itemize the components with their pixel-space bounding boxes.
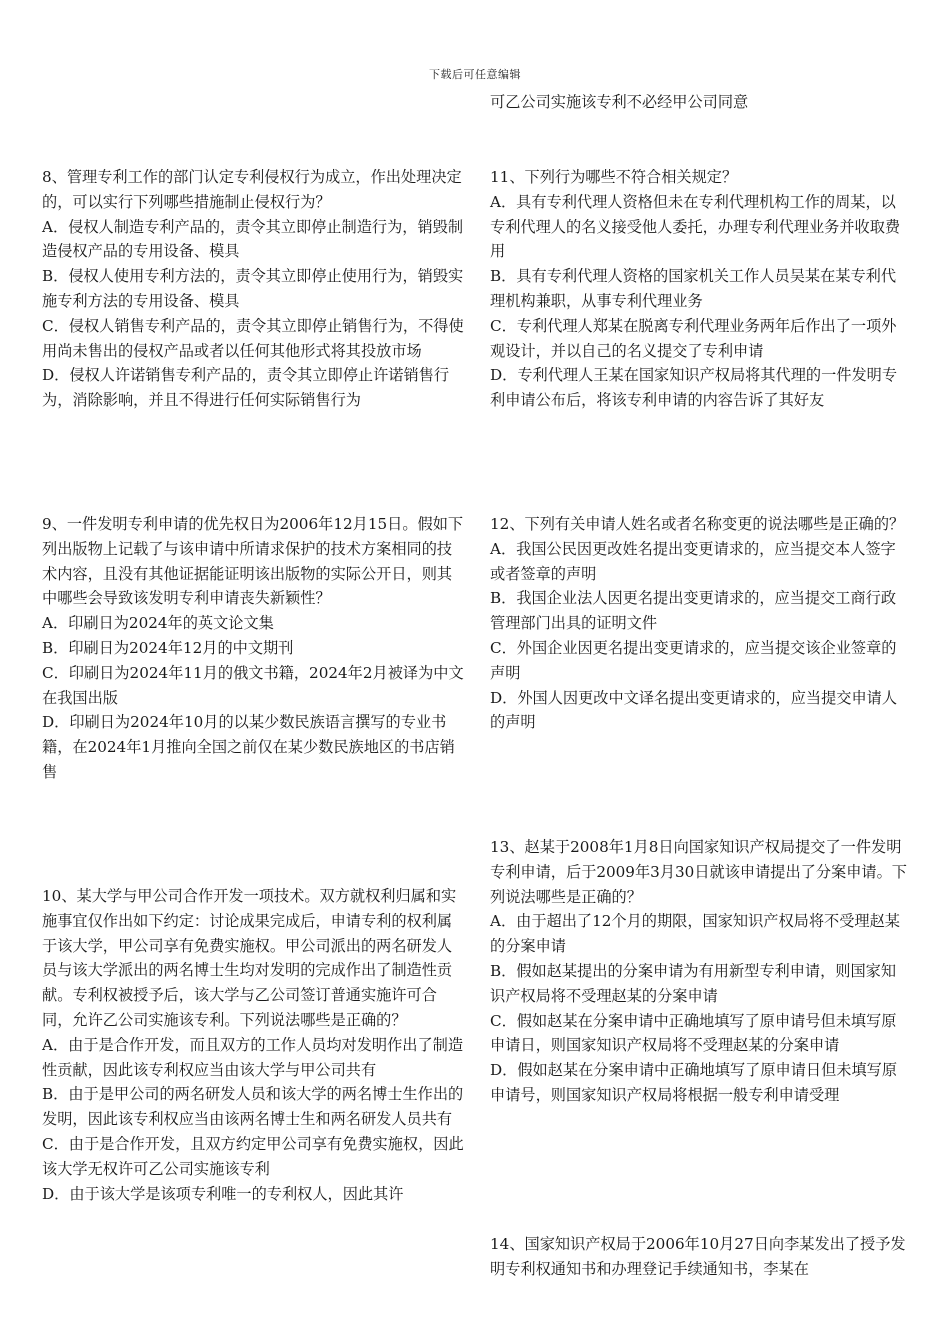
question-stem: 14、国家知识产权局于2006年10月27日向李某发出了授予发明专利权通知书和办理登记手续通知书，李某在	[490, 1235, 906, 1278]
option-b: B．印刷日为2024年12月的中文期刊	[42, 638, 294, 657]
option-a: A．具有专利代理人资格但未在专利代理机构工作的周某，以专利代理人的名义接受他人委托，办理专利代理业务并收取费用	[490, 192, 901, 261]
option-b: B．具有专利代理人资格的国家机关工作人员吴某在某专利代理机构兼职，从事专利代理业务	[490, 267, 897, 310]
option-a: A．我国公民因更改姓名提出变更请求的，应当提交本人签字或者签章的声明	[490, 539, 896, 583]
option-a: A．由于是合作开发，而且双方的工作人员均对发明作出了制造性贡献，因此该专利权应当由该大学与甲公司共有	[42, 1035, 464, 1079]
option-d: D．假如赵某在分案申请中正确地填写了原申请日但未填写原申请号，则国家知识产权局将根据一般专利申请受理	[490, 1061, 898, 1104]
question-stem: 13、赵某于2008年1月8日向国家知识产权局提交了一件发明专利申请，后于2009年3月30日就该申请提出了分案申请。下列说法哪些是正确的？	[490, 838, 907, 906]
page-header: 下载后可任意编辑	[429, 68, 521, 81]
option-b: B．我国企业法人因更名提出变更请求的，应当提交工商行政管理部门出具的证明文件	[490, 589, 897, 633]
carryover-line: 可乙公司实施该专利不必经甲公司同意	[490, 93, 749, 111]
question-stem: 8、管理专利工作的部门认定专利侵权行为成立，作出处理决定的，可以实行下列哪些措施制止侵权行为？	[42, 168, 462, 211]
option-a: A．印刷日为2024年的英文论文集	[42, 614, 274, 633]
question-stem: 9、一件发明专利申请的优先权日为2006年12月15日。假如下列出版物上记载了与该申请中所请求保护的技术方案相同的技术内容，且没有其他证据能证明该出版物的实际公开日，则其中哪些会导致该发明专利申请丧失新颖性？	[42, 515, 464, 608]
option-d: D．印刷日为2024年10月的以某少数民族语言撰写的专业书籍，在2024年1月推向全国之前仅在某少数民族地区的书店销售	[42, 713, 455, 781]
option-b: B．由于是甲公司的两名研发人员和该大学的两名博士生作出的发明，因此该专利权应当由该两名博士生和两名研发人员共有	[42, 1085, 464, 1129]
question-14	[490, 1232, 908, 1282]
option-c: C．侵权人销售专利产品的，责令其立即停止销售行为，不得使用尚未售出的侵权产品或者以任何其他形式将其投放市场	[42, 316, 464, 360]
question-8	[42, 165, 466, 413]
option-a: A．侵权人制造专利产品的，责令其立即停止制造行为，销毁制造侵权产品的专用设备、模具	[42, 217, 464, 261]
question-12	[490, 512, 908, 735]
option-d: D．外国人因更改中文译名提出变更请求的，应当提交申请人的声明	[490, 688, 898, 732]
option-c: C．印刷日为2024年11月的俄文书籍，2024年2月被译为中文在我国出版	[42, 663, 464, 707]
question-11	[490, 165, 908, 413]
question-stem: 12、下列有关申请人姓名或者名称变更的说法哪些是正确的？	[490, 515, 905, 533]
option-a: A．由于超出了12个月的期限，国家知识产权局将不受理赵某的分案申请	[490, 912, 900, 956]
option-c: C．专利代理人郑某在脱离专利代理业务两年后作出了一项外观设计，并以自己的名义提交了专利申请	[490, 316, 897, 360]
option-b: B．侵权人使用专利方法的，责令其立即停止使用行为，销毁实施专利方法的专用设备、模具	[42, 267, 464, 310]
option-c: C．假如赵某在分案申请中正确地填写了原申请号但未填写原申请日，则国家知识产权局将不受理赵某的分案申请	[490, 1011, 897, 1055]
option-d: D．由于该大学是该项专利唯一的专利权人，因此其许	[42, 1184, 404, 1203]
question-10	[42, 884, 466, 1206]
question-stem: 10、某大学与甲公司合作开发一项技术。双方就权利归属和实施事宜仅作出如下约定：讨论成果完成后，申请专利的权利属于该大学，甲公司享有免费实施权。甲公司派出的两名研发人员与该大学派出的两名博士生均对发明的完成作出了制造性贡献。专利权被授予后，该大学与乙公司签订普通实施许可合同，允许乙公司实施该专利。下列说法哪些是正确的？	[42, 887, 457, 1029]
option-c: C．由于是合作开发，且双方约定甲公司享有免费实施权，因此该大学无权许可乙公司实施该专利	[42, 1134, 464, 1178]
carryover-text	[490, 90, 908, 115]
option-b: B．假如赵某提出的分案申请为有用新型专利申请，则国家知识产权局将不受理赵某的分案申请	[490, 961, 897, 1005]
option-d: D．侵权人许诺销售专利产品的，责令其立即停止许诺销售行为，消除影响，并且不得进行任何实际销售行为	[42, 366, 450, 410]
question-stem: 11、下列行为哪些不符合相关规定？	[490, 168, 738, 186]
option-d: D．专利代理人王某在国家知识产权局将其代理的一件发明专利申请公布后，将该专利申请的内容告诉了其好友	[490, 366, 898, 410]
question-9	[42, 512, 466, 785]
option-c: C．外国企业因更名提出变更请求的，应当提交该企业签章的声明	[490, 638, 897, 682]
question-13	[490, 835, 908, 1108]
